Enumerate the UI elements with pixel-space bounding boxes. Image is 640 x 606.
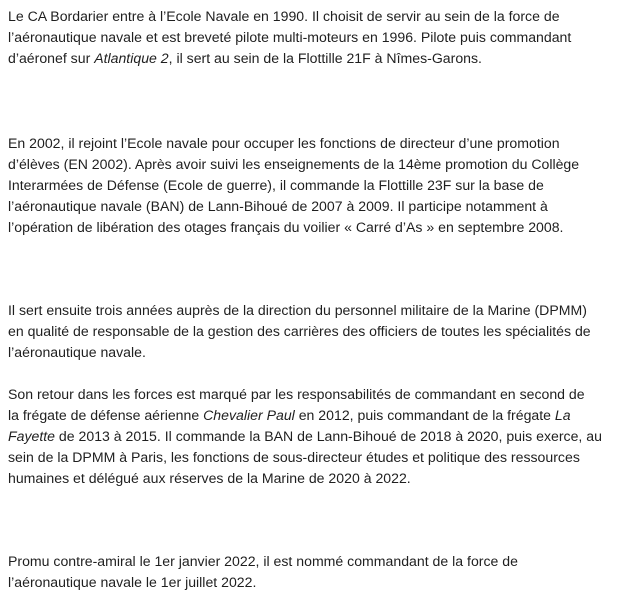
text-line: d’élèves (EN 2002). Après avoir suivi les enseignements de la 14ème promotion du Collège	[8, 156, 580, 172]
text-line	[8, 48, 634, 69]
text-line: l’aéronautique navale et est breveté pilote multi-moteurs en 1996. Pilote puis commandant	[8, 29, 572, 45]
text-line: sein de la DPMM à Paris, les fonctions de sous-directeur études et politique des ressources	[8, 449, 580, 465]
paragraph-promotion	[8, 551, 634, 593]
text-run: en 2012, puis commandant de la frégate	[294, 407, 555, 423]
text-line: En 2002, il rejoint l’Ecole navale pour occuper les fonctions de directeur d’une promotion	[8, 135, 560, 151]
paragraph-ecole-navale	[8, 133, 634, 238]
aircraft-name: Atlantique 2	[94, 50, 169, 66]
text-line: Interarmées de Défense (Ecole de guerre), il commande la Flottille 23F sur la base de	[8, 177, 544, 193]
paragraph-dpmm	[8, 300, 634, 363]
text-line: Promu contre-amiral le 1er janvier 2022, il est nommé commandant de la force de	[8, 553, 518, 569]
text-run: la frégate de défense aérienne	[8, 407, 204, 423]
biography-text	[8, 6, 634, 593]
text-line: Il sert ensuite trois années auprès de la direction du personnel militaire de la Marine (DPMM)	[8, 302, 587, 318]
text-line: Son retour dans les forces est marqué par les responsabilités de commandant en second de	[8, 386, 585, 402]
text-run: d’aéronef sur	[8, 50, 95, 66]
paragraph-return-to-forces	[8, 384, 634, 489]
text-run: de 2013 à 2015. Il commande la BAN de Lann-Bihoué de 2018 à 2020, puis exerce, au	[55, 428, 602, 444]
text-line: humaines et délégué aux réserves de la Marine de 2020 à 2022.	[8, 470, 411, 486]
text-line: l’opération de libération des otages français du voilier « Carré d’As » en septembre 2008.	[8, 219, 564, 235]
text-line: en qualité de responsable de la gestion des carrières des officiers de toutes les spécialités de	[8, 323, 591, 339]
text-line: l’aéronautique navale.	[8, 344, 146, 360]
text-run: , il sert au sein de la Flottille 21F à Nîmes-Garons.	[168, 50, 482, 66]
text-line	[8, 426, 634, 447]
paragraph-early-career	[8, 6, 634, 69]
text-line: l’aéronautique navale le 1er juillet 2022.	[8, 574, 257, 590]
text-line: Le CA Bordarier entre à l’Ecole Navale en 1990. Il choisit de servir au sein de la force de	[8, 8, 560, 24]
ship-name: Fayette	[8, 428, 56, 444]
text-line	[8, 405, 634, 426]
ship-name: La	[554, 407, 571, 423]
ship-name: Chevalier Paul	[203, 407, 295, 423]
text-line: l’aéronautique navale (BAN) de Lann-Bihoué de 2007 à 2009. Il participe notamment à	[8, 198, 548, 214]
